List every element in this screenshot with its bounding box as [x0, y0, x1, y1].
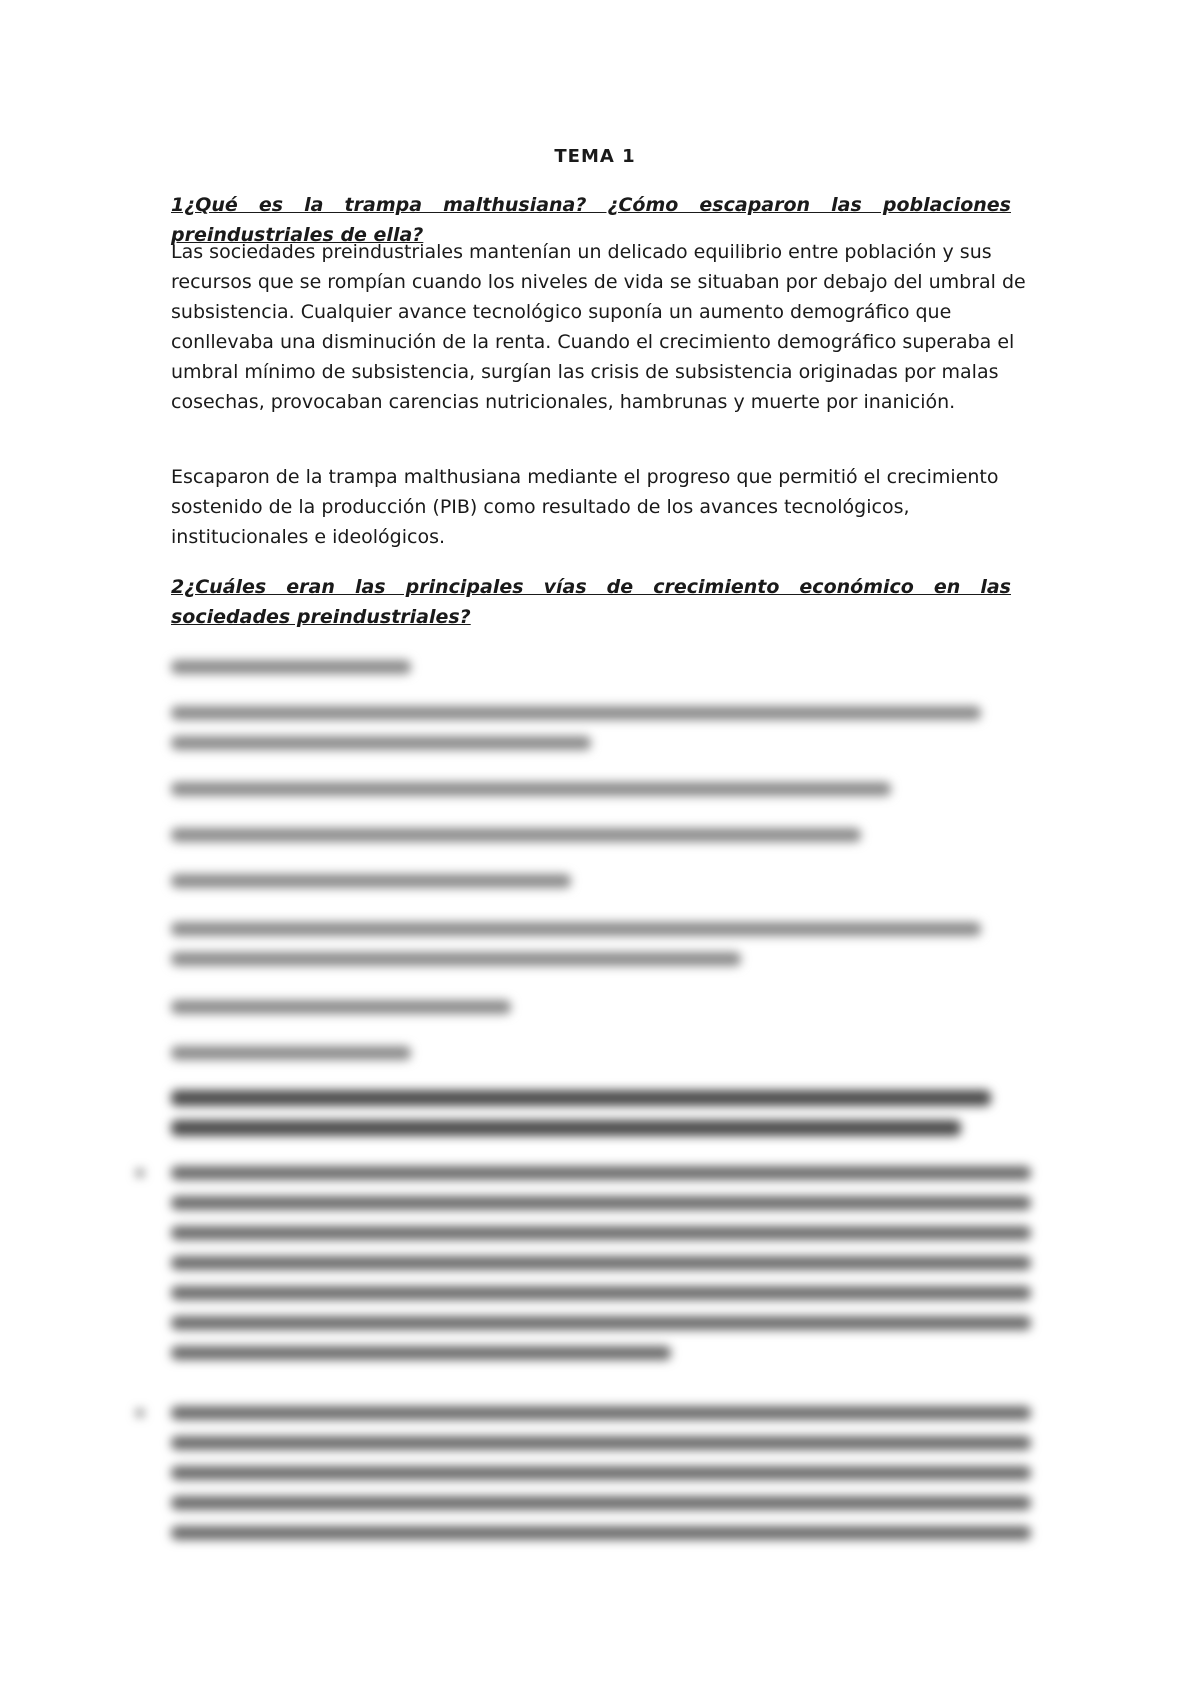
blur-line: [171, 706, 981, 720]
question-2: 2¿Cuáles eran las principales vías de crecimiento económico en las sociedades preindustriales?: [171, 576, 1011, 628]
blur-line: [171, 828, 861, 842]
blur-line: [171, 1406, 1031, 1420]
blur-line: [171, 1466, 1031, 1480]
question-1: 1¿Qué es la trampa malthusiana? ¿Cómo escaparon las poblaciones preindustriales de ella?: [171, 194, 1011, 246]
answer-1-paragraph-2: Escaparon de la trampa malthusiana mediante el progreso que permitió el crecimiento sostenido de la producción (PIB) como resultado de los avances tecnológicos, institucionales e ideológicos.: [171, 466, 999, 548]
blur-line: [171, 1166, 1031, 1180]
blur-line: [171, 1226, 1031, 1240]
blur-line: [171, 1046, 411, 1060]
blur-line: [171, 660, 411, 674]
blur-line: [171, 1256, 1031, 1270]
blur-heading-line: [171, 1120, 961, 1136]
blur-line: [171, 922, 981, 936]
blur-line: [171, 1286, 1031, 1300]
blur-line: [171, 736, 591, 750]
blur-line: [171, 1496, 1031, 1510]
blur-line: [171, 782, 891, 796]
document-title: TEMA 1: [554, 146, 636, 167]
blur-line: [171, 952, 741, 966]
blur-line: [171, 1346, 671, 1360]
blur-heading-line: [171, 1090, 991, 1106]
blur-line: [171, 874, 571, 888]
blurred-content: [0, 640, 1190, 1580]
blur-line: [171, 1436, 1031, 1450]
blur-line: [171, 1316, 1031, 1330]
blur-line: [171, 1000, 511, 1014]
blurred-text-lines: [0, 640, 1190, 1580]
answer-1-paragraph-1: Las sociedades preindustriales mantenían un delicado equilibrio entre población y sus recursos que se rompían cuando los niveles de vida se situaban por debajo del umbral de subsistencia. Cualquier avance tecnológico suponía un aumento demográfico que conllevaba una disminución de la renta. Cuando el crecimiento demográfico superaba el umbral mínimo de subsistencia, surgían las crisis de subsistencia originadas por malas cosechas, provocaban carencias nutricionales, hambrunas y muerte por inanición.: [171, 241, 1026, 413]
blur-bullet: [136, 1169, 144, 1177]
blur-bullet: [136, 1409, 144, 1417]
blur-line: [171, 1526, 1031, 1540]
blur-line: [171, 1196, 1031, 1210]
